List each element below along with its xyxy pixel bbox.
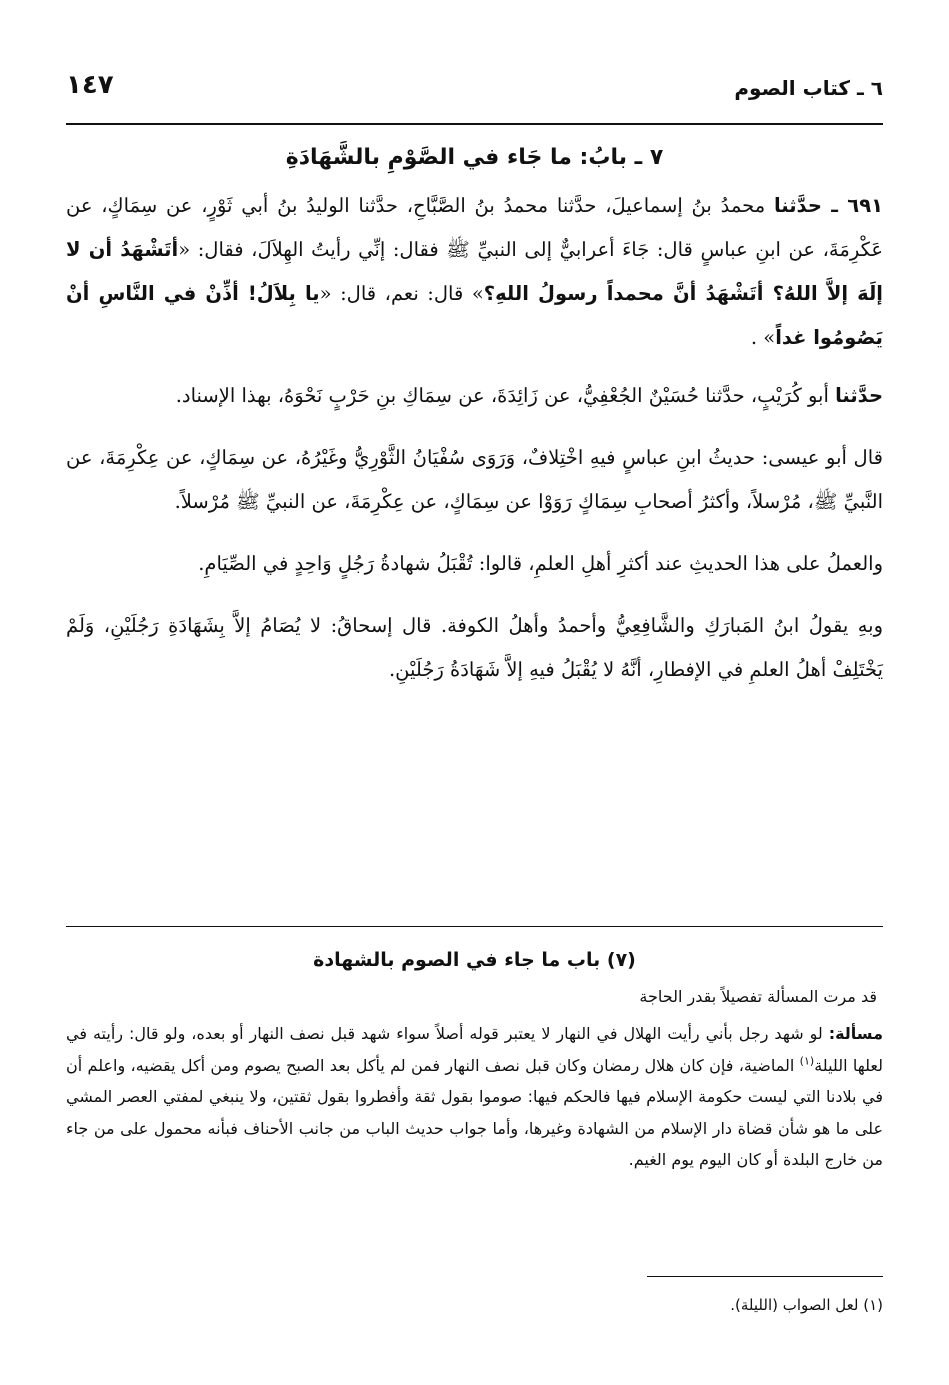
hadith-text-b: » قال: نعم، قال: « bbox=[319, 282, 484, 305]
hadith-lead: ٦٩١ ـ حدَّثنا bbox=[773, 194, 884, 217]
wabihi-paragraph: وبهِ يقولُ ابنُ المَبارَكِ والشَّافِعِيُّ وأحمدُ وأهلُ الكوفة. قال إسحاقُ: لا يُصَامُ إلاَّ بِشَهَادَةِ رَجُلَيْنِ، وَلَمْ يَخْتَلِفْ أهلُ العلمِ في الإفطارِ، أنَّهُ لا يُقْبَلُ فيهِ إلاَّ شَهَادَةُ رَجُلَيْنِ. bbox=[66, 614, 883, 681]
hadith-quote-b: يا بِلاَلُ! أذِّنْ في النَّاسِ أنْ يَصُومُوا غداً bbox=[66, 282, 883, 349]
commentary-body bbox=[66, 1018, 883, 1176]
hadith-paragraph bbox=[66, 184, 883, 360]
amal-paragraph: والعملُ على هذا الحديثِ عند أكثرِ أهلِ العلمِ، قالوا: تُقْبَلُ شهادةُ رَجُلٍ وَاحِدٍ في الصِّيَامِ. bbox=[198, 552, 883, 575]
commentary-subtitle: قد مرت المسألة تفصيلاً بقدر الحاجة bbox=[639, 987, 877, 1006]
page-number: ١٤٧ bbox=[66, 70, 114, 100]
footnote-rule bbox=[647, 1276, 883, 1277]
commentary-text-b: الماضية، فإن كان هلال رمضان وكان قبل نصف النهار فمن لم يأكل بعد الصبح يصوم ومن أكل يقضيه، واعلم أن في بلادنا التي ليست حكومة الإسلام فيها فالحكم فيها: صوموا بقول ثقة وأفطروا بقول ثقتين، ولا ينبغي لمفتي العصر المشي على ما هو شأن قضاة دار الإسلام من الشهادة وغيرها، وأما جواب حديث الباب من جانب الأحناف فبأنه محمول على من جاء من خارج البلدة أو كان اليوم يوم الغيم. bbox=[66, 1055, 883, 1169]
abu-isa-paragraph: قال أبو عيسى: حديثُ ابنِ عباسٍ فيهِ اخْتِلافٌ، وَرَوَى سُفْيَانُ الثَّوْرِيُّ وغَيْرُهُ، عن سِمَاكٍ، عن عِكْرِمَةَ، عن النَّبيِّ ﷺ، مُرْسلاً، وأكثرُ أصحابِ سِمَاكٍ رَوَوْا عن سِمَاكٍ، عن عِكْرِمَةَ، عن النبيِّ ﷺ مُرْسلاً. bbox=[66, 446, 883, 513]
footnote: (١) لعل الصواب (الليلة). bbox=[730, 1296, 883, 1314]
section-divider bbox=[66, 926, 883, 927]
isnad-lead: حدَّثنا bbox=[835, 384, 883, 407]
commentary bbox=[66, 940, 883, 1176]
hadith-quote-a: أتَشْهَدُ أن لا إلَهَ إلاَّ اللهُ؟ أتَشْهَدُ أنَّ محمداً رسولُ اللهِ؟ bbox=[66, 238, 883, 305]
isnad-paragraph bbox=[66, 374, 883, 418]
hadith-text-a: محمدُ بنُ إسماعيلَ، حدَّثنا محمدُ بنُ الصَّبَّاحِ، حدَّثنا الوليدُ بنُ أبي ثَوْرٍ، عن سِمَاكٍ، عن عَكْرِمَةَ، عن ابنِ عباسٍ قال: جَاءَ أعرابيٌّ إلى النبيِّ ﷺ فقال: إنِّي رأيتُ الهِلاَلَ، فقال: « bbox=[66, 194, 883, 261]
isnad-text: أبو كُرَيْبٍ، حدَّثنا حُسَيْنٌ الجُعْفِيُّ، عن زَائِدَةَ، عن سِمَاكِ بنِ حَرْبٍ نَحْوَهُ، بهذا الإسناد. bbox=[175, 384, 836, 407]
header-rule bbox=[66, 123, 883, 125]
commentary-title: (٧) باب ما جاء في الصوم بالشهادة bbox=[313, 949, 636, 971]
hadith-text-c: » . bbox=[750, 326, 776, 349]
footnote-reference[interactable]: (١) bbox=[799, 1054, 815, 1068]
commentary-lead: مسألة: bbox=[828, 1024, 883, 1043]
running-head bbox=[66, 68, 883, 112]
chapter-title: ٦ ـ كتاب الصوم bbox=[734, 76, 883, 100]
commentary-text-a: لو شهد رجل بأني رأيت الهلال في النهار لا يعتبر قوله أصلاً سواء شهد قبل نصف النهار أو بعده، ولو قال: رأيته في لعلها الليلة bbox=[66, 1024, 883, 1075]
section-title: ٧ ـ بابُ: ما جَاء في الصَّوْمِ بالشَّهَادَةِ bbox=[285, 145, 664, 170]
main-text bbox=[66, 136, 883, 710]
